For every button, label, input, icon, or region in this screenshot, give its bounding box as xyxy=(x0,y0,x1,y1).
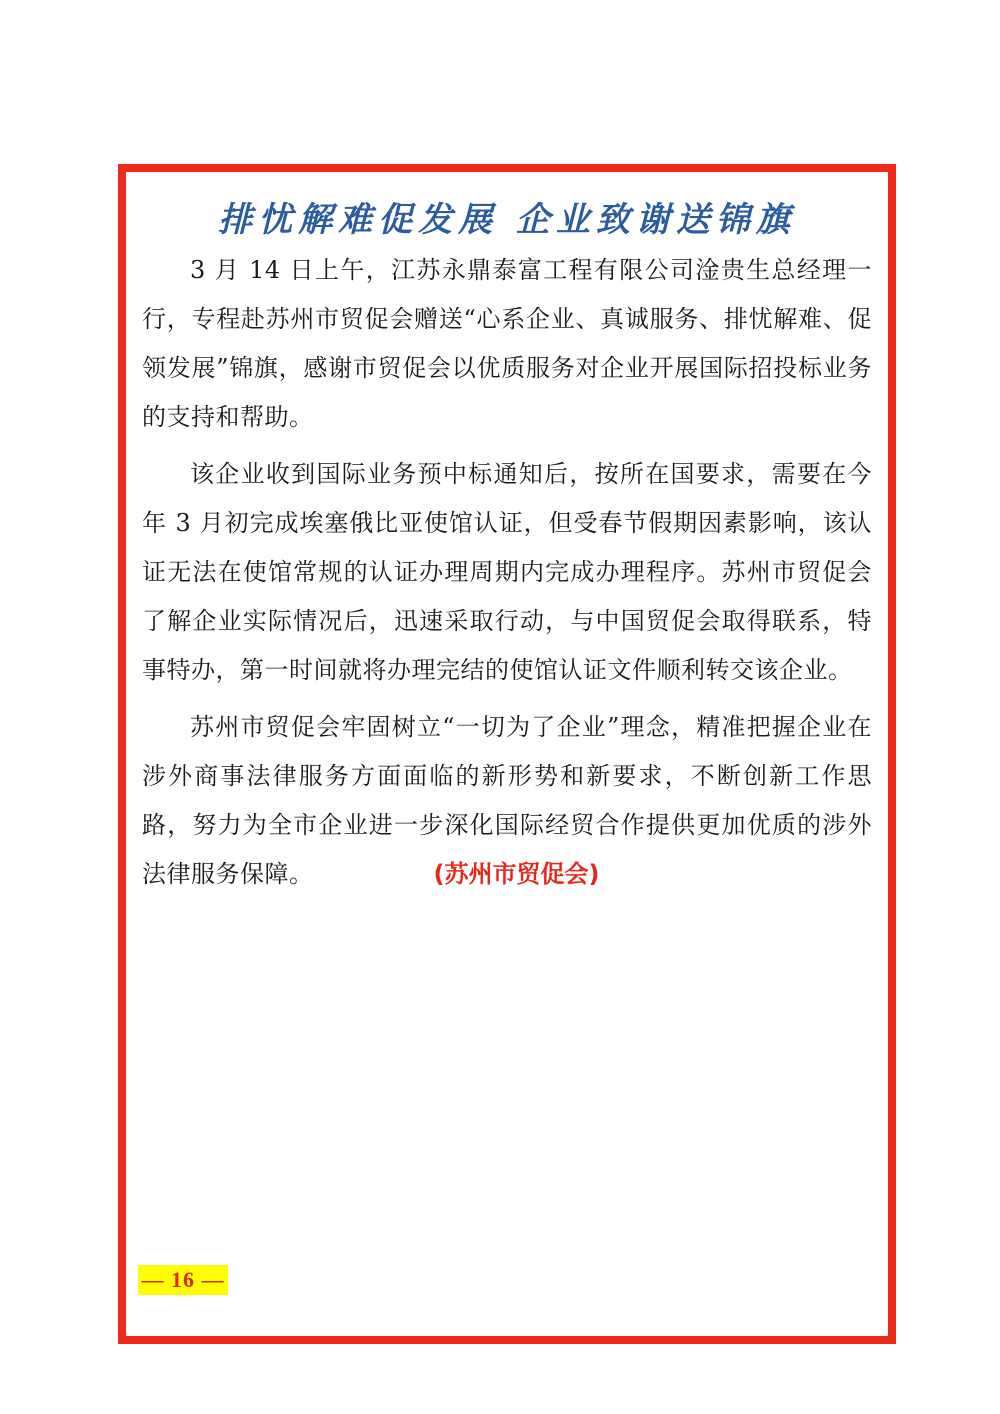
article-body xyxy=(142,246,872,907)
article-title: 排忧解难促发展 企业致谢送锦旗 xyxy=(218,200,796,240)
paragraph-3-text: 苏州市贸促会牢固树立“一切为了企业”理念，精准把握企业在涉外商事法律服务方面面临的新形势和新要求，不断创新工作思路，努力为全市企业进一步深化国际经贸合作提供更加优质的涉外法律服务保障。 xyxy=(142,713,872,888)
page-number: — 16 — xyxy=(138,1265,228,1295)
paragraph-2: 该企业收到国际业务预中标通知后，按所在国要求，需要在今年 3 月初完成埃塞俄比亚使馆认证，但受春节假期因素影响，该认证无法在使馆常规的认证办理周期内完成办理程序。苏州市贸促会了解企业实际情况后，迅速采取行动，与中国贸促会取得联系，特事特办，第一时间就将办理完结的使馆认证文件顺利转交该企业。 xyxy=(142,460,872,684)
page-border xyxy=(118,164,896,1344)
paragraph-3 xyxy=(142,703,872,899)
source-attribution: (苏州市贸促会) xyxy=(433,860,600,888)
paragraph-1: 3 月 14 日上午，江苏永鼎泰富工程有限公司淦贵生总经理一行，专程赴苏州市贸促会赠送“心系企业、真诚服务、排忧解难、促领发展”锦旗，感谢市贸促会以优质服务对企业开展国际招投标业务的支持和帮助。 xyxy=(142,256,872,431)
